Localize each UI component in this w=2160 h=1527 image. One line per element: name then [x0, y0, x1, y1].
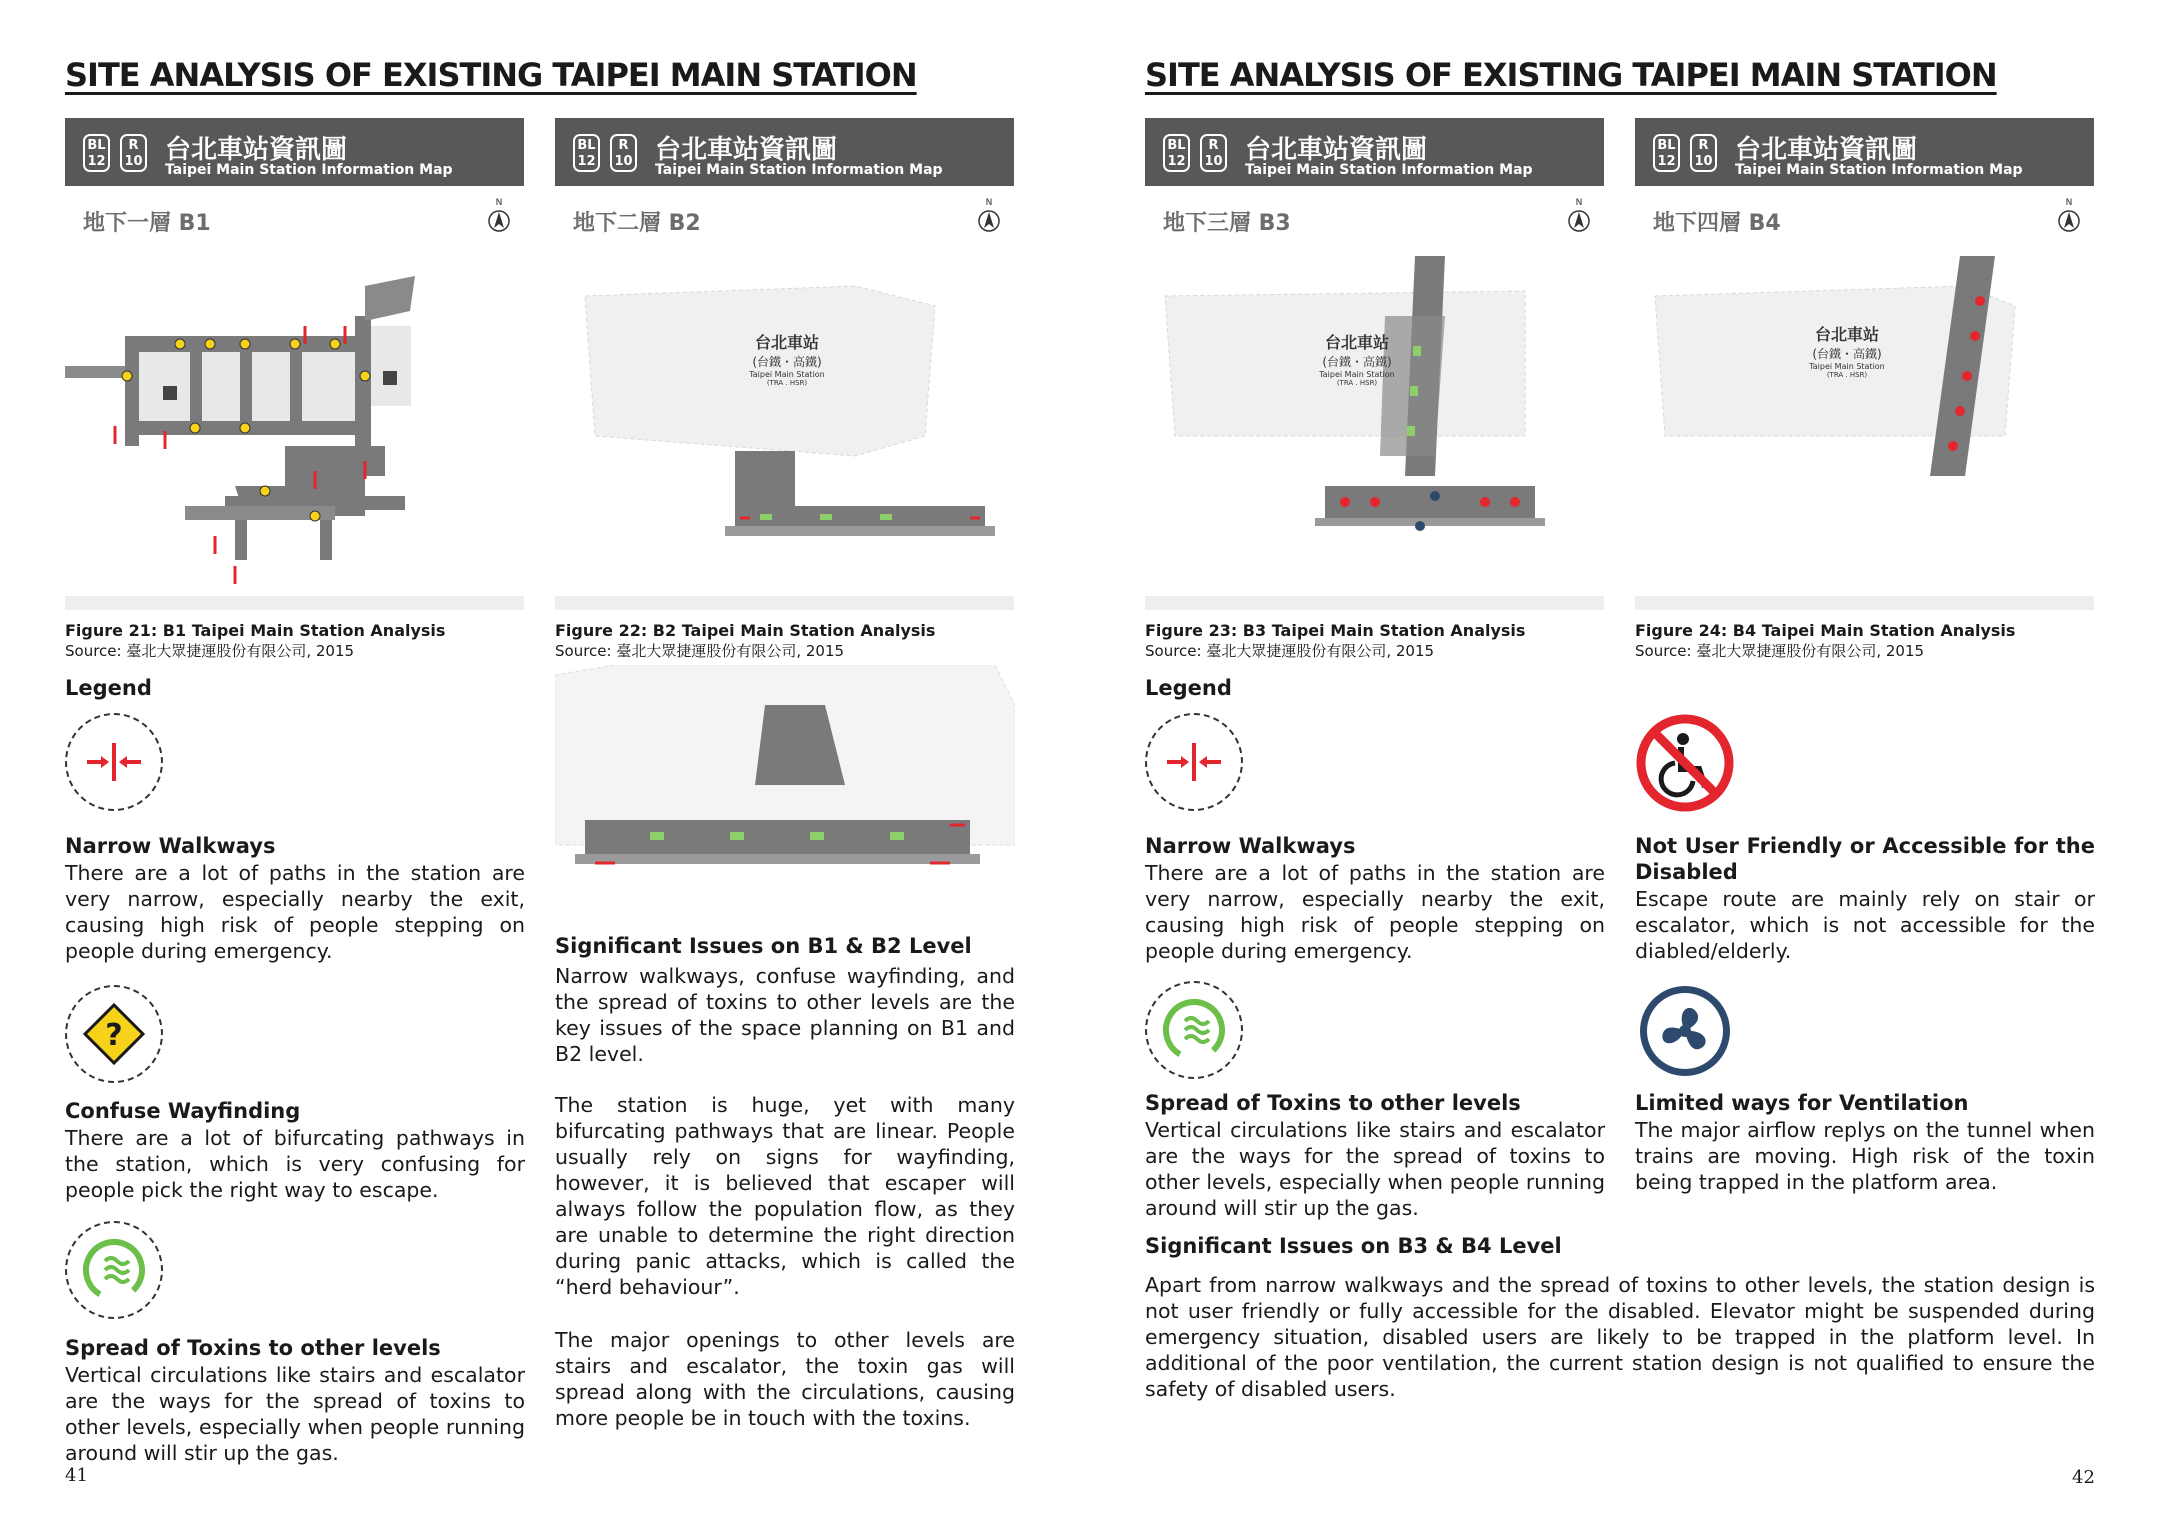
- line-badge-r: R 10: [1200, 134, 1227, 172]
- toxins-text: Vertical circulations like stairs and escalator are the ways for the spread of toxins to other levels, especially when people running around will stir up the gas.: [65, 1363, 525, 1465]
- map-title-cn: 台北車站資訊圖: [655, 135, 838, 165]
- disabled-text: Escape route are mainly rely on stair or escalator, which is not accessible for the diabled/elderly.: [1635, 887, 2095, 963]
- toxins-title: Spread of Toxins to other levels: [1145, 1091, 1521, 1115]
- floor-label: 地下三層 B3: [1163, 211, 1291, 236]
- b3b4-para-1: Apart from narrow walkways and the spread of toxins to other levels, the station design is not user friendly or fully accessible for the disabled. Elevator might be suspended during emergency situation, disabled users are likely to be trapped in the platform level. In additional of the poor ventilation, the current station design is not qualified to ensure the safety of disabled users.: [1145, 1273, 2095, 1401]
- narrow-walkways-icon: [65, 713, 163, 811]
- legend-heading: Legend: [1145, 676, 1232, 700]
- map-title-cn: 台北車站資訊圖: [1245, 135, 1428, 165]
- page-number: 41: [65, 1465, 88, 1486]
- confuse-wayfinding-icon: [65, 985, 163, 1083]
- line-badge-r: R 10: [120, 134, 147, 172]
- disabled-title: Not User Friendly or Accessible for the Disabled: [1635, 834, 2095, 884]
- b1b2-para-3: The major openings to other levels are stairs and escalator, the toxin gas will spread along with the circulations, causing more people be in touch with the toxins.: [555, 1328, 1015, 1430]
- narrow-text: There are a lot of paths in the station are very narrow, especially nearby the exit, causing high risk of people stepping on people during emergency.: [1145, 861, 1605, 963]
- narrow-title: Narrow Walkways: [65, 834, 276, 858]
- b1-floor-plan: [65, 236, 524, 588]
- map-header: [1145, 118, 1604, 186]
- map-title-en: Taipei Main Station Information Map: [655, 162, 943, 178]
- confuse-title: Confuse Wayfinding: [65, 1099, 301, 1123]
- line-badge-r: R 10: [1690, 134, 1717, 172]
- confuse-text: There are a lot of bifurcating pathways in the station, which is very confusing for people pick the right way to escape.: [65, 1126, 525, 1202]
- figure-caption: Figure 22: B2 Taipei Main Station Analysis Source: 臺北大眾捷運股份有限公司, 2015: [555, 621, 936, 660]
- legend-heading: Legend: [65, 676, 152, 700]
- figure-caption: Figure 23: B3 Taipei Main Station Analysis Source: 臺北大眾捷運股份有限公司, 2015: [1145, 621, 1526, 660]
- b3-floor-plan: [1145, 236, 1604, 588]
- ventilation-title: Limited ways for Ventilation: [1635, 1091, 1969, 1115]
- toxin-spread-icon: [65, 1221, 163, 1319]
- toxins-text: Vertical circulations like stairs and escalator are the ways for the spread of toxins to other levels, especially when people running around will stir up the gas.: [1145, 1118, 1605, 1220]
- svg-text:?: ?: [105, 1018, 123, 1053]
- narrow-text: There are a lot of paths in the station are very narrow, especially nearby the exit, causing high risk of people stepping on people during emergency.: [65, 861, 525, 963]
- line-badge-bl: BL 12: [573, 134, 600, 172]
- page-number: 42: [2072, 1467, 2095, 1488]
- map-header: [555, 118, 1014, 186]
- map-legend-strip: [1635, 596, 2094, 610]
- map-legend-strip: [555, 596, 1014, 610]
- map-header: [65, 118, 524, 186]
- ventilation-fan-icon: [1635, 981, 1735, 1081]
- station-label: 台北車站 (台鐵・高鐵) Taipei Main Station (TRA . HSR): [1319, 333, 1395, 387]
- b2-floor-plan: [555, 236, 1014, 588]
- map-b4: [1635, 118, 2094, 610]
- floor-label: 地下二層 B2: [573, 211, 701, 236]
- ventilation-text: The major airflow replys on the tunnel when trains are moving. High risk of the toxin being trapped in the platform area.: [1635, 1118, 2095, 1194]
- map-title-en: Taipei Main Station Information Map: [165, 162, 453, 178]
- line-badge-r: R 10: [610, 134, 637, 172]
- map-b2: [555, 118, 1014, 610]
- map-title-cn: 台北車站資訊圖: [165, 135, 348, 165]
- map-title-en: Taipei Main Station Information Map: [1735, 162, 2023, 178]
- b1b2-para-1: Narrow walkways, confuse wayfinding, and the spread of toxins to other levels are the key issues of the space planning on B1 and B2 level.: [555, 964, 1015, 1066]
- figure-caption: Figure 21: B1 Taipei Main Station Analysis Source: 臺北大眾捷運股份有限公司, 2015: [65, 621, 446, 660]
- map-legend-strip: [1145, 596, 1604, 610]
- narrow-title: Narrow Walkways: [1145, 834, 1356, 858]
- map-b3: [1145, 118, 1604, 610]
- station-label: 台北車站 (台鐵・高鐵) Taipei Main Station (TRA . HSR): [749, 333, 825, 387]
- page-title: SITE ANALYSIS OF EXISTING TAIPEI MAIN STATION: [65, 56, 917, 94]
- station-label: 台北車站 (台鐵・高鐵) Taipei Main Station (TRA . HSR): [1809, 325, 1885, 379]
- map-header: [1635, 118, 2094, 186]
- map-legend-strip: [65, 596, 524, 610]
- north-arrow-icon: N: [2056, 198, 2082, 238]
- toxins-title: Spread of Toxins to other levels: [65, 1336, 441, 1360]
- b1b2-para-2: The station is huge, yet with many bifurcating pathways that are linear. People usually rely on signs for wayfinding, however, it is believed that escaper will always follow the population flow, as they are unable to determine the right direction during panic attacks, which is called the “herd behaviour”.: [555, 1093, 1015, 1299]
- north-arrow-icon: N: [486, 198, 512, 238]
- b3b4-heading: Significant Issues on B3 & B4 Level: [1145, 1234, 1562, 1258]
- figure-caption: Figure 24: B4 Taipei Main Station Analysis Source: 臺北大眾捷運股份有限公司, 2015: [1635, 621, 2016, 660]
- line-badge-bl: BL 12: [83, 134, 110, 172]
- page-title: SITE ANALYSIS OF EXISTING TAIPEI MAIN STATION: [1145, 56, 1997, 94]
- b2-detail-plan: [555, 665, 1015, 910]
- line-badge-bl: BL 12: [1163, 134, 1190, 172]
- map-title-cn: 台北車站資訊圖: [1735, 135, 1918, 165]
- floor-label: 地下四層 B4: [1653, 211, 1781, 236]
- line-badge-bl: BL 12: [1653, 134, 1680, 172]
- north-arrow-icon: N: [1566, 198, 1592, 238]
- narrow-walkways-icon: [1145, 713, 1243, 811]
- map-b1: [65, 118, 524, 610]
- north-arrow-icon: N: [976, 198, 1002, 238]
- floor-label: 地下一層 B1: [83, 211, 211, 236]
- b1b2-heading: Significant Issues on B1 & B2 Level: [555, 934, 972, 958]
- map-title-en: Taipei Main Station Information Map: [1245, 162, 1533, 178]
- b4-floor-plan: [1635, 236, 2094, 588]
- toxin-spread-icon: [1145, 981, 1243, 1079]
- no-wheelchair-icon: [1635, 713, 1735, 813]
